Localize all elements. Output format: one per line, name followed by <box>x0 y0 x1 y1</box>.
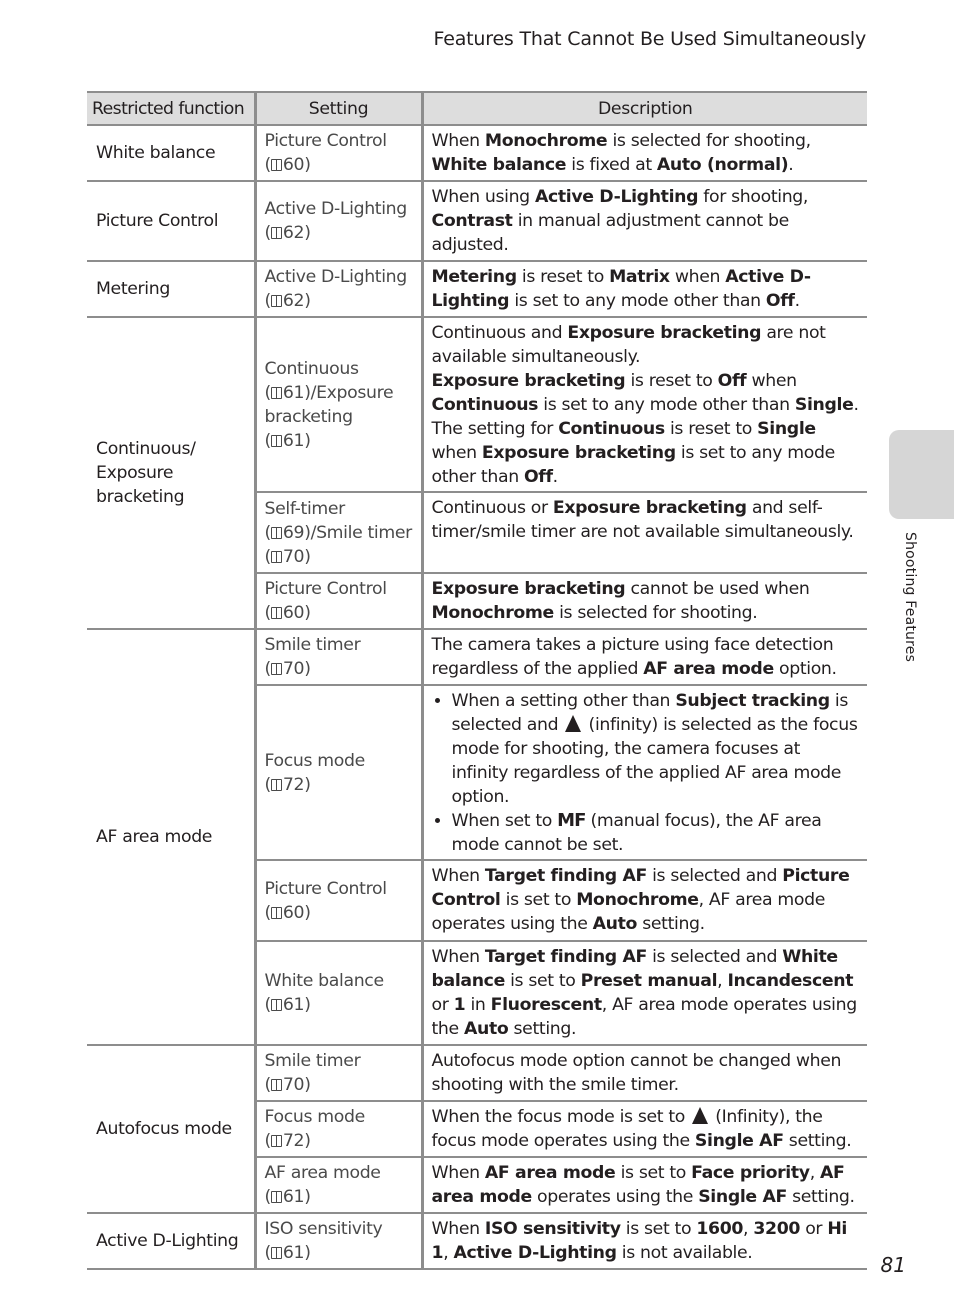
restrictions-table <box>87 91 867 1270</box>
header-setting: Setting <box>255 92 422 125</box>
setting-cell: ISO sensitivity ( 61) <box>255 1213 422 1269</box>
page-reference-icon <box>271 295 282 307</box>
description-cell: Autofocus mode option cannot be changed when shooting with the smile timer. <box>422 1045 867 1101</box>
setting-cell: Smile timer ( 70) <box>255 629 422 685</box>
description-cell: Metering is reset to Matrix when Active D-Lighting is set to any mode other than Off. <box>422 261 867 317</box>
page-reference-icon <box>271 907 282 919</box>
page-reference-icon <box>271 527 282 539</box>
description-cell: When Target finding AF is selected and Picture Control is set to Monochrome, AF area mode operates using the Auto setting. <box>422 860 867 941</box>
table-row <box>87 261 867 317</box>
restricted-function-cell: Metering <box>87 261 255 317</box>
page-number: 81 <box>880 1253 906 1277</box>
setting-cell: Focus mode ( 72) <box>255 685 422 860</box>
description-cell: When AF area mode is set to Face priority, AF area mode operates using the Single AF setting. <box>422 1157 867 1213</box>
page-reference-icon <box>271 1135 282 1147</box>
setting-cell: Self-timer ( 69)/Smile timer ( 70) <box>255 492 422 573</box>
page-reference-icon <box>271 387 282 399</box>
header-restricted-function: Restricted function <box>87 92 255 125</box>
page-reference-icon <box>271 551 282 563</box>
restricted-function-cell: White balance <box>87 125 255 181</box>
setting-cell: Active D-Lighting ( 62) <box>255 181 422 261</box>
section-tab-label: Shooting Features <box>902 532 918 663</box>
table-row <box>87 629 867 685</box>
page-reference-icon <box>271 227 282 239</box>
list-item: • When a setting other than Subject tracking is selected and (infinity) is selected as the focus mode for shooting, the camera focuses at infinity regardless of the applied AF area mode option. <box>452 689 862 809</box>
restricted-function-cell: Active D-Lighting <box>87 1213 255 1269</box>
description-cell: Continuous and Exposure bracketing are not available simultaneously. Exposure bracketing is reset to Off when Continuous is set to any mode other than Single. The setting for Continuous is reset to Single when Exposure bracketing is set to any mode other than Off. <box>422 317 867 492</box>
header-description: Description <box>422 92 867 125</box>
page-reference-icon <box>271 1191 282 1203</box>
page-reference-icon <box>271 999 282 1011</box>
setting-cell: Picture Control ( 60) <box>255 125 422 181</box>
restricted-function-cell: Picture Control <box>87 181 255 261</box>
restricted-function-cell: Autofocus mode <box>87 1045 255 1213</box>
description-cell: When using Active D-Lighting for shooting, Contrast in manual adjustment cannot be adjusted. <box>422 181 867 261</box>
restricted-function-cell: Continuous/ Exposure bracketing <box>87 317 255 629</box>
description-cell: When Monochrome is selected for shooting, White balance is fixed at Auto (normal). <box>422 125 867 181</box>
setting-cell: AF area mode ( 61) <box>255 1157 422 1213</box>
restricted-function-cell: AF area mode <box>87 629 255 1045</box>
table-row <box>87 125 867 181</box>
setting-cell: Picture Control ( 60) <box>255 573 422 629</box>
setting-cell: Continuous ( 61)/Exposure bracketing ( 61) <box>255 317 422 492</box>
setting-cell: Picture Control ( 60) <box>255 860 422 941</box>
setting-cell: White balance ( 61) <box>255 941 422 1045</box>
infinity-mountain-icon <box>565 715 581 732</box>
page-reference-icon <box>271 159 282 171</box>
table-row <box>87 317 867 492</box>
description-cell: When Target finding AF is selected and White balance is set to Preset manual, Incandescent or 1 in Fluorescent, AF area mode operates using the Auto setting. <box>422 941 867 1045</box>
table-header-row <box>87 92 867 125</box>
page-reference-icon <box>271 663 282 675</box>
page-reference-icon <box>271 1247 282 1259</box>
setting-cell: Active D-Lighting ( 62) <box>255 261 422 317</box>
table-row <box>87 181 867 261</box>
description-cell: Exposure bracketing cannot be used when Monochrome is selected for shooting. <box>422 573 867 629</box>
page-reference-icon <box>271 607 282 619</box>
description-cell: When ISO sensitivity is set to 1600, 3200 or Hi 1, Active D-Lighting is not available. <box>422 1213 867 1269</box>
page-reference-icon <box>271 1079 282 1091</box>
section-tab <box>889 430 954 519</box>
setting-cell: Focus mode ( 72) <box>255 1101 422 1157</box>
table-row <box>87 1045 867 1101</box>
page-header-title: Features That Cannot Be Used Simultaneously <box>433 28 866 50</box>
page-reference-icon <box>271 779 282 791</box>
description-cell <box>422 685 867 860</box>
description-cell: The camera takes a picture using face detection regardless of the applied AF area mode option. <box>422 629 867 685</box>
table-row <box>87 1213 867 1269</box>
page-reference-icon <box>271 435 282 447</box>
list-item: • When set to MF (manual focus), the AF area mode cannot be set. <box>452 809 862 857</box>
manual-focus-icon: MF <box>557 810 586 831</box>
bullet-list <box>432 689 862 857</box>
description-cell: Continuous or Exposure bracketing and self-timer/smile timer are not available simultaneously. <box>422 492 867 573</box>
infinity-mountain-icon <box>692 1107 708 1124</box>
description-cell: When the focus mode is set to (Infinity), the focus mode operates using the Single AF setting. <box>422 1101 867 1157</box>
setting-cell: Smile timer ( 70) <box>255 1045 422 1101</box>
